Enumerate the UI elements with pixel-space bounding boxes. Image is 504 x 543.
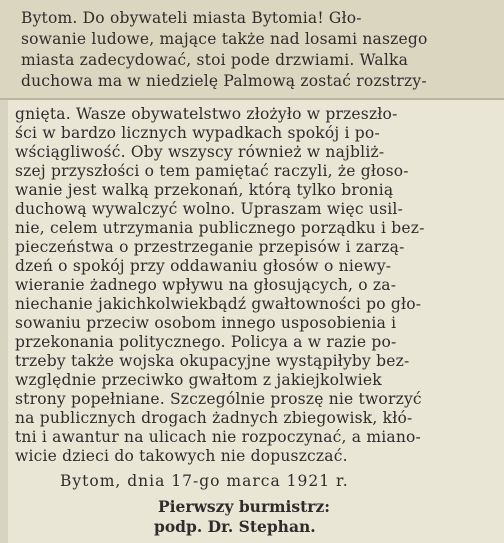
signature-name: podp. Dr. Stephan. (154, 517, 316, 536)
body-line-14: trzeby także wojska okupacyjne wystąpiłyby bez- (15, 352, 410, 370)
body-line-8: pieczeństwa o przestrzeganie przepisów i zarzą- (15, 238, 405, 256)
body-line-9: dzeń o spokój przy oddawaniu głosów o niewy- (15, 257, 392, 275)
top-line-3: miasta zadecydować, stoi pode drzwiami. Walka (21, 51, 409, 69)
body-line-3: wściągliwość. Oby wszyscy również w najbliż- (15, 143, 385, 161)
top-line-2: sowanie ludowe, mające także nad losami naszego (21, 30, 428, 48)
body-line-18: tni i awantur na ulicach nie rozpoczynać, a miano- (15, 428, 421, 446)
body-line-2: ści w bardzo licznych wypadkach spokój i po- (15, 124, 380, 142)
body-line-5: wanie jest walką przekonań, którą tylko bronią (15, 181, 394, 199)
top-line-1: Bytom. Do obywateli miasta Bytomia! Gło- (21, 9, 362, 27)
signature-title: Pierwszy burmistrz: (158, 497, 330, 516)
body-line-17: na publicznych drogach żadnych zbiegowisk, kłó- (15, 409, 413, 427)
body-line-12: sowaniu przeciw osobom innego usposobienia i (15, 314, 397, 332)
body-line-13: przekonania politycznego. Policya a w razie po- (15, 333, 397, 351)
body-line-4: szej przyszłości o tem pamiętać raczyli, że głoso- (15, 162, 409, 180)
body-line-11: niechanie jakichkolwiekbądź gwałtowności po gło- (15, 295, 422, 313)
body-line-6: duchową wywalczyć wolno. Upraszam więc usil- (15, 200, 404, 218)
body-line-15: względnie przeciwko gwałtom z jakiejkolwiek (15, 371, 382, 389)
body-line-10: wieranie żadnego wpływu na głosujących, o za- (15, 276, 397, 294)
section-divider (0, 98, 504, 100)
body-line-1: gnięta. Wasze obywatelstwo złożyło w przeszło- (15, 105, 398, 123)
top-line-4: duchowa ma w niedzielę Palmową zostać rozstrzy- (21, 72, 427, 90)
body-line-16: strony popełniane. Szczególnie proszę nie tworzyć (15, 390, 422, 408)
body-line-19: wicie dzieci do takowych nie dopuszczać. (15, 447, 348, 465)
place-date-line: Bytom, dnia 17-go marca 1921 r. (60, 472, 349, 490)
left-column-edge (0, 98, 8, 543)
body-line-7: nie, celem utrzymania publicznego porządku i bez- (15, 219, 425, 237)
